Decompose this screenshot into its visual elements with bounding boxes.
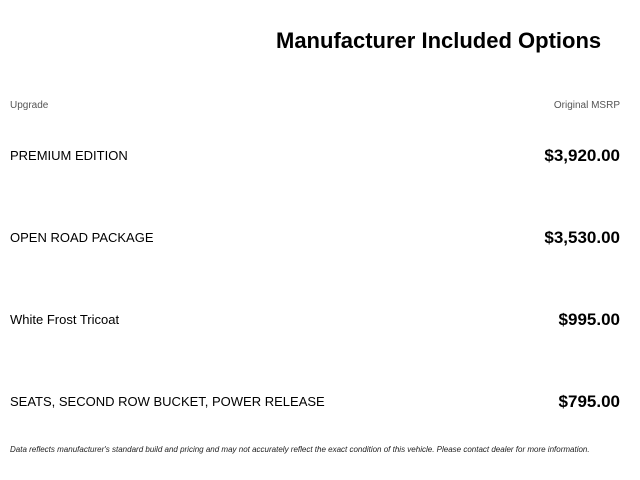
- option-row: [10, 145, 620, 167]
- page-title: Manufacturer Included Options: [276, 28, 602, 53]
- option-name: OPEN ROAD PACKAGE: [10, 230, 154, 245]
- option-name: SEATS, SECOND ROW BUCKET, POWER RELEASE: [10, 394, 325, 409]
- option-row: [10, 391, 620, 413]
- option-price: $795.00: [558, 392, 620, 411]
- option-price: $3,530.00: [544, 228, 620, 247]
- disclaimer-text: Data reflects manufacturer's standard build and pricing and may not accurately reflect the exact condition of this vehicle. Please contact dealer for more information.: [10, 445, 590, 454]
- option-name: PREMIUM EDITION: [10, 148, 128, 163]
- option-name: White Frost Tricoat: [10, 312, 120, 327]
- msrp-column-header: Original MSRP: [553, 100, 620, 111]
- option-row: [10, 309, 620, 331]
- option-row: [10, 227, 620, 249]
- upgrade-column-header: Upgrade: [10, 100, 49, 111]
- option-price: $3,920.00: [544, 146, 620, 165]
- option-price: $995.00: [558, 310, 620, 329]
